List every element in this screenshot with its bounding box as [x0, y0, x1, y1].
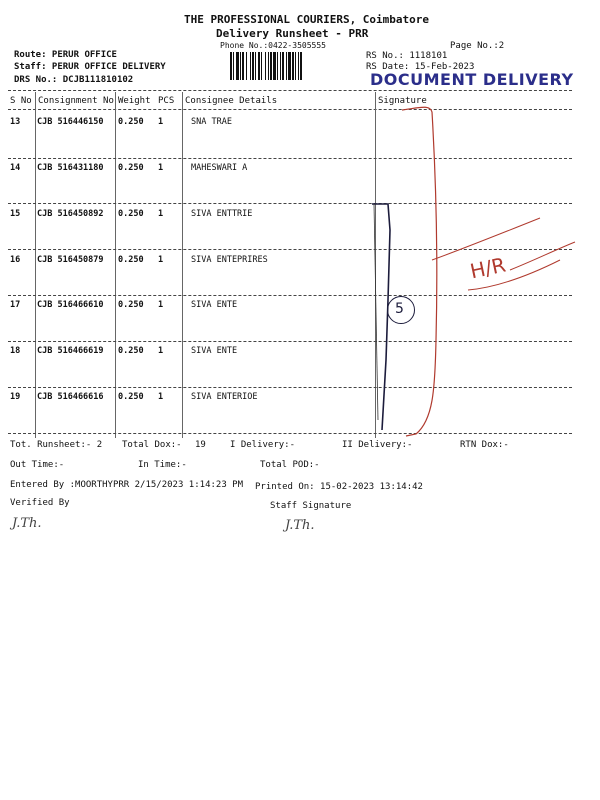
row-consignment: CJB 516466619 — [37, 346, 104, 356]
verified-by: Verified By — [10, 498, 70, 508]
row-pcs: 1 — [158, 117, 164, 127]
row-sno: 13 — [10, 117, 21, 127]
row-weight: 0.250 — [118, 163, 144, 173]
row-consignee: SIVA ENTERIOE — [191, 392, 258, 402]
row-sno: 19 — [10, 392, 21, 402]
row-consignment: CJB 516450879 — [37, 255, 104, 265]
row-sno: 15 — [10, 209, 21, 219]
row-pcs: 1 — [158, 392, 164, 402]
row-consignment: CJB 516466610 — [37, 300, 104, 310]
rs-date: RS Date: 15-Feb-2023 — [366, 62, 475, 72]
total-dox-value: 19 — [195, 440, 206, 450]
row-pcs: 1 — [158, 255, 164, 265]
row-weight: 0.250 — [118, 255, 144, 265]
row-consignment: CJB 516450892 — [37, 209, 104, 219]
col-weight: Weight — [118, 96, 151, 106]
row-pcs: 1 — [158, 300, 164, 310]
row-sno: 16 — [10, 255, 21, 265]
circled-number-text: 5 — [395, 301, 404, 317]
row-pcs: 1 — [158, 209, 164, 219]
col-signature: Signature — [378, 96, 427, 106]
header-top-rule — [8, 90, 572, 91]
row-consignee: SIVA ENTTRIE — [191, 209, 253, 219]
row-consignment: CJB 516446150 — [37, 117, 104, 127]
row-pcs: 1 — [158, 163, 164, 173]
row-weight: 0.250 — [118, 117, 144, 127]
staff: Staff: PERUR OFFICE DELIVERY — [14, 62, 166, 72]
rs-number: RS No.: 1118101 — [366, 51, 448, 61]
printed-on: Printed On: 15-02-2023 13:14:42 — [255, 482, 423, 492]
row-consignment: CJB 516431180 — [37, 163, 104, 173]
row-consignee: SIVA ENTEPRIRES — [191, 255, 268, 265]
page-number: Page No.:2 — [450, 41, 505, 51]
verified-initials: J.Th. — [12, 516, 42, 531]
drs-number: DRS No.: DCJB111810102 — [14, 75, 134, 85]
staff-signature-label: Staff Signature — [270, 501, 352, 511]
ii-delivery: II Delivery:- — [342, 440, 413, 450]
barcode — [230, 52, 358, 80]
row-sno: 14 — [10, 163, 21, 173]
company-name: THE PROFESSIONAL COURIERS, Coimbatore — [184, 13, 430, 26]
col-consignee: Consignee Details — [185, 96, 278, 106]
row-weight: 0.250 — [118, 392, 144, 402]
row-sno: 17 — [10, 300, 21, 310]
route: Route: PERUR OFFICE — [14, 50, 117, 60]
row-weight: 0.250 — [118, 209, 144, 219]
tot-runsheet: Tot. Runsheet:- 2 — [10, 440, 103, 450]
row-weight: 0.250 — [118, 346, 144, 356]
hr-mark: H/R — [467, 252, 508, 284]
document-delivery-stamp: DOCUMENT DELIVERY — [370, 70, 574, 89]
row-consignee: SIVA ENTE — [191, 346, 238, 356]
col-sno: S No — [10, 96, 32, 106]
total-pod: Total POD:- — [260, 460, 320, 470]
phone-number: Phone No.:0422-3505555 — [220, 41, 326, 50]
runsheet-title: Delivery Runsheet - PRR — [216, 27, 369, 40]
row-sno: 18 — [10, 346, 21, 356]
row-consignee: SNA TRAE — [191, 117, 232, 127]
col-consignment: Consignment No — [38, 96, 114, 106]
total-dox-label: Total Dox:- — [122, 440, 182, 450]
row-consignee: SIVA ENTE — [191, 300, 238, 310]
in-time: In Time:- — [138, 460, 187, 470]
i-delivery: I Delivery:- — [230, 440, 296, 450]
row-consignment: CJB 516466616 — [37, 392, 104, 402]
col-pcs: PCS — [158, 96, 175, 106]
entered-by: Entered By :MOORTHYPRR 2/15/2023 1:14:23 PM — [10, 480, 243, 490]
row-weight: 0.250 — [118, 300, 144, 310]
out-time: Out Time:- — [10, 460, 65, 470]
rtn-dox: RTN Dox:- — [460, 440, 509, 450]
row-pcs: 1 — [158, 346, 164, 356]
staff-initials: J.Th. — [285, 518, 315, 533]
row-consignee: MAHESWARI A — [191, 163, 248, 173]
